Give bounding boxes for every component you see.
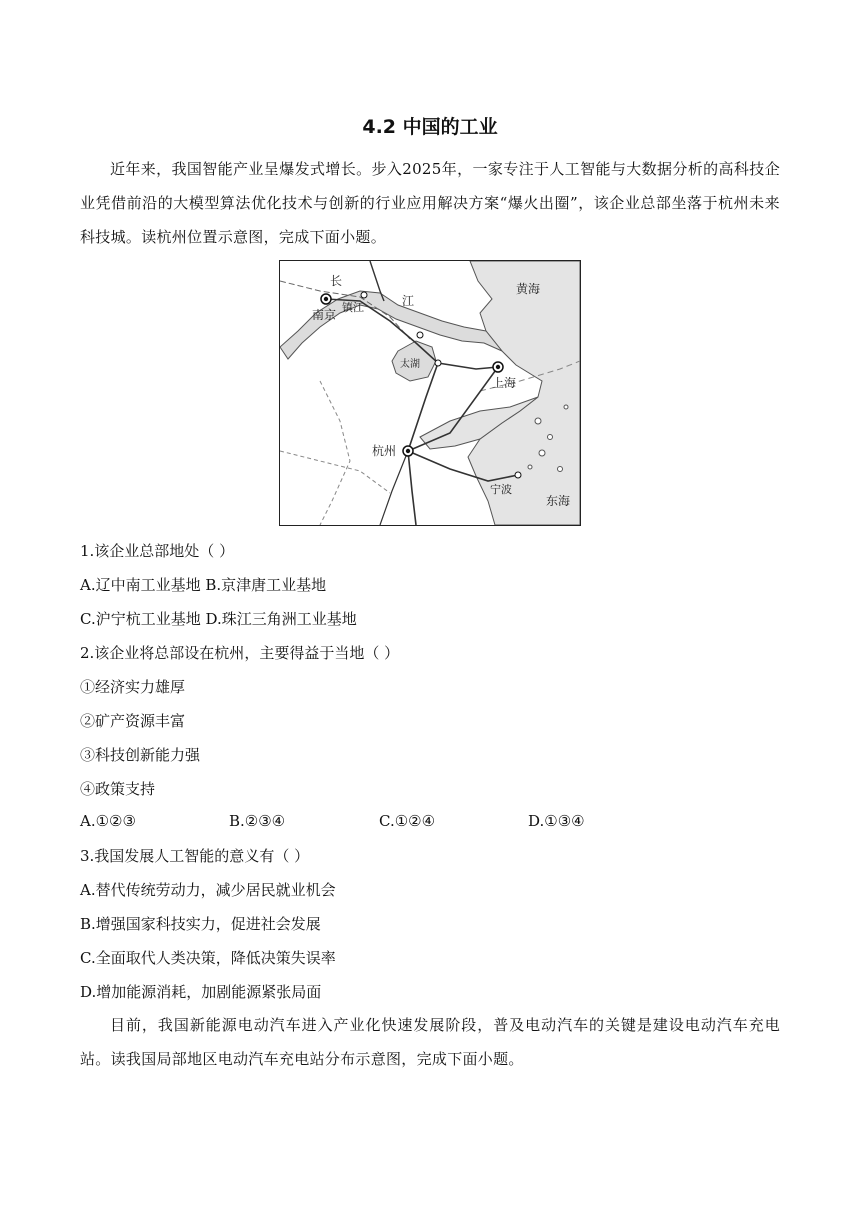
map-label-chang: 长 [330, 274, 343, 288]
question-2-stem: 2.该企业将总部设在杭州，主要得益于当地（ ） [80, 644, 400, 662]
map-label-hangzhou: 杭州 [372, 444, 397, 458]
question-2-item-4: ④政策支持 [80, 780, 156, 798]
question-2-option-c: C.①②④ [379, 812, 436, 830]
question-2-option-a: A.①②③ [80, 812, 136, 830]
map-graphic [280, 261, 580, 525]
map-label-huanghai: 黄海 [516, 282, 541, 296]
question-1-options-ab: A.辽中南工业基地 B.京津唐工业基地 [80, 576, 327, 594]
question-3-option-d: D.增加能源消耗，加剧能源紧张局面 [80, 983, 322, 1001]
map-label-nanjing: 南京 [312, 308, 337, 322]
question-3-option-b: B.增强国家科技实力，促进社会发展 [80, 915, 321, 933]
map-label-jiang: 江 [402, 294, 415, 308]
intro-paragraph-1: 近年来，我国智能产业呈爆发式增长。步入2025年，一家专注于人工智能与大数据分析的高科技企业凭借前沿的大模型算法优化技术与创新的行业应用解决方案“爆火出圈”，该企业总部坐落于杭州未来科技城。读杭州位置示意图，完成下面小题。 [80, 160, 780, 246]
intro-paragraph-2: 目前，我国新能源电动汽车进入产业化快速发展阶段，普及电动汽车的关键是建设电动汽车充电站。读我国局部地区电动汽车充电站分布示意图，完成下面小题。 [80, 1016, 780, 1068]
map-label-zhenjiang: 镇江 [342, 301, 364, 314]
page-title: 4.2 中国的工业 [362, 116, 498, 138]
question-2-item-3: ③科技创新能力强 [80, 746, 201, 764]
question-3-option-c: C.全面取代人类决策，降低决策失误率 [80, 949, 336, 967]
map-label-taihu: 太湖 [400, 359, 420, 370]
question-2-option-b: B.②③④ [229, 812, 286, 830]
question-1-stem: 1.该企业总部地处（ ） [80, 542, 235, 560]
map-label-donghai: 东海 [546, 494, 571, 508]
question-2-option-d: D.①③④ [528, 812, 585, 830]
question-3-stem: 3.我国发展人工智能的意义有（ ） [80, 847, 310, 865]
question-3-option-a: A.替代传统劳动力，减少居民就业机会 [80, 881, 336, 899]
question-1-options-cd: C.沪宁杭工业基地 D.珠江三角洲工业基地 [80, 610, 357, 628]
map-label-shanghai: 上海 [492, 376, 517, 390]
question-2-item-2: ②矿产资源丰富 [80, 712, 186, 730]
question-2-item-1: ①经济实力雄厚 [80, 678, 186, 696]
hangzhou-location-map [279, 260, 581, 526]
map-label-ningbo: 宁波 [490, 483, 512, 496]
